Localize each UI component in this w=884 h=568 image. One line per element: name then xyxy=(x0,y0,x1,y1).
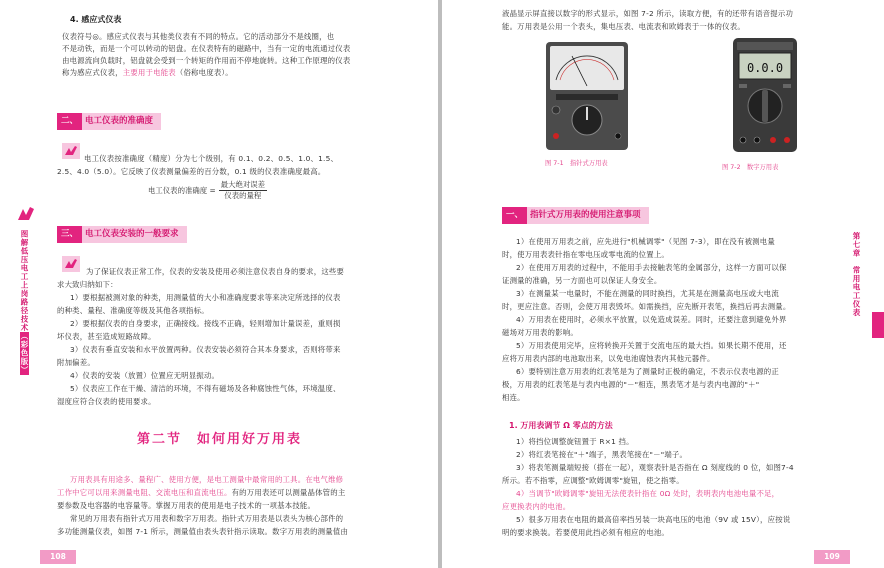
section-title: 指针式万用表的使用注意事项 xyxy=(527,207,649,224)
list-item-cont: 所示。若不指零，应调整"欧姆调零"旋钮，使之指零。 xyxy=(502,476,684,485)
list-item: 3）仪表有垂直安装和水平放置两种。仪表安装必须符合其本身要求，否则将带来 xyxy=(70,345,341,354)
dmm-display-readout: 0.0.0 xyxy=(746,61,784,75)
list-item-cont: 应将万用表内部的电池取出来，以免电池腐蚀表内其他元器件。 xyxy=(502,354,715,363)
list-item-cont: 极，万用表的红表笔是与表内电源的"－"相连，黑表笔才是与表内电源的"＋" xyxy=(502,380,760,389)
side-title-text: 图解低压电工上岗路径技术 xyxy=(20,230,29,332)
paragraph-line: 多功能测量仪表，如图 7-1 所示，测量值由表头表针指示读取。数字万用表的测量值由 xyxy=(57,527,349,536)
list-item: 5）万用表使用完毕，应将转换开关置于交流电压的最大挡。如果长期不使用，还 xyxy=(516,341,787,350)
list-item-cont: 坏仪表，甚至造成短路故障。 xyxy=(57,332,156,341)
paragraph-line xyxy=(62,67,233,79)
note-pen-icon xyxy=(62,143,80,159)
right-page xyxy=(442,0,884,568)
accuracy-formula xyxy=(148,180,267,201)
paragraph-line: 求大致归纳如下： xyxy=(57,280,118,289)
digital-multimeter-illustration xyxy=(731,36,799,154)
section-heading-installation xyxy=(57,226,187,243)
chapter-tab-marker xyxy=(872,312,884,338)
list-item-cont: 湿度应符合仪表的使用要求。 xyxy=(57,397,156,406)
list-item: 3）在测量某一电量时，不能在测量的同时换挡，尤其是在测量高电压或大电流 xyxy=(516,289,779,298)
list-item: 5）很多万用表在电阻的最高倍率挡另装一块高电压的电池（9V 或 15V），应按说 xyxy=(516,515,791,524)
list-item-cont: 附加偏差。 xyxy=(57,358,95,367)
paragraph-line: 为了保证仪表正常工作，仪表的安装及使用必须注意仪表自身的要求，这些要 xyxy=(86,267,345,276)
list-item-highlight-cont: 应更换表内的电池。 xyxy=(502,502,571,511)
list-item-cont: 相连。 xyxy=(502,393,525,402)
paragraph-line: 要参数及电容器的电容量等。掌握万用表的使用是电子技术的一项基本技能。 xyxy=(57,501,316,510)
list-item: 2）要根据仪表的自身要求，正确接线。接线不正确，轻则增加计量误差，重则损 xyxy=(70,319,341,328)
chapter-section-title: 第二节 如何用好万用表 xyxy=(137,432,303,447)
list-item: 1）要根据被测对象的种类，用测量值的大小和准确度要求等来决定所选择的仪表 xyxy=(70,293,341,302)
paragraph-line: 电工仪表按准确度（精度）分为七个级别，有 0.1、0.2、0.5、1.0、1.5、 xyxy=(84,154,339,163)
formula-numerator: 最大绝对误差 xyxy=(220,180,266,189)
section-number: 一、 xyxy=(502,207,527,224)
list-item-highlight: 4）当调节"欧姆调零"旋钮无法使表针指在 0Ω 处时，表明表内电池电量不足， xyxy=(516,489,780,498)
paragraph-line: 不是动铁，而是一个可以转动的铝盘。在仪表特有的磁路中，当有一定的电流通过仪表 xyxy=(62,44,351,53)
paragraph-line: 常见的万用表有指针式万用表和数字万用表。指针式万用表是以表头为核心部件的 xyxy=(70,514,344,523)
list-item-cont: 磁场对万用表的影响。 xyxy=(502,328,578,337)
list-item: 4）仪表的安装（放置）位置应无明显振动。 xyxy=(70,371,220,380)
figure-caption: 图 7-2 数字万用表 xyxy=(722,164,779,171)
paragraph-line xyxy=(57,487,345,499)
formula-label: 电工仪表的准确度 = xyxy=(148,186,216,195)
heading-induction-meter: 4. 感应式仪表 xyxy=(70,15,122,24)
paragraph-line: 能。万用表是公用一个表头，集电压表、电流表和欧姆表于一体的仪表。 xyxy=(502,22,745,31)
list-item-cont: 时，使万用表表针指在零电压或零电流的位置上。 xyxy=(502,250,669,259)
list-item-cont: 的种类、量程、准确度等级及其他各项指标。 xyxy=(57,306,209,315)
paragraph-line: 2.5、4.0（5.0）。它反映了仪表测量偏差的百分数，0.1 级的仪表准确度最高。 xyxy=(57,167,326,176)
book-logo-icon xyxy=(16,205,36,223)
page-number: 109 xyxy=(814,550,850,564)
paragraph-line: 仪表符号◎。感应式仪表与其他类仪表有不同的特点。它的活动部分不是线圈，也 xyxy=(62,32,335,41)
section-number: 三、 xyxy=(57,226,82,243)
analog-multimeter-illustration xyxy=(542,40,632,152)
highlight-text: 主要用于电能表 xyxy=(122,68,176,77)
book-side-title xyxy=(19,230,30,375)
list-item: 5）仪表应工作在干燥、清洁的环境，不得有磁场及各种腐蚀性气体，环境温度、 xyxy=(70,384,341,393)
paragraph-line: 万用表具有用途多、量程广、使用方便，是电工测量中最常用的工具。在电气维修 xyxy=(70,475,344,484)
paragraph-text: （俗称电度表）。 xyxy=(175,68,233,77)
list-item-cont: 证测量的准确，另一方面也可以保证人身安全。 xyxy=(502,276,662,285)
section-title: 电工仪表安装的一般要求 xyxy=(82,226,187,243)
list-item-cont: 时，更应注意。否则，会使万用表毁坏。如需换挡，应先断开表笔，换挡后再去测量。 xyxy=(502,302,791,311)
list-item: 4）万用表在使用时，必须水平放置，以免造成误差。同时，还要注意到避免外界 xyxy=(516,315,787,324)
figure-caption: 图 7-1 指针式万用表 xyxy=(545,160,608,167)
list-item: 3）将表笔测量端短接（搭在一起），观察表针是否指在 Ω 刻度线的 0 位，如图7-4 xyxy=(516,463,794,472)
list-item: 6）要特别注意万用表的红表笔是为了测量时正极的确定，不表示仪表电源的正 xyxy=(516,367,779,376)
list-item: 2）将红表笔接在"＋"端子，黑表笔接在"－"端子。 xyxy=(516,450,688,459)
paragraph-text: 有的万用表还可以测量晶体管的主 xyxy=(231,488,346,497)
paragraph-line: 液晶显示屏直接以数字的形式显示，如图 7-2 所示，读取方便，有的还带有语音提示功 xyxy=(502,9,794,18)
subsection-heading: 1. 万用表调节 Ω 零点的方法 xyxy=(509,421,613,430)
section-number: 二、 xyxy=(57,113,82,130)
paragraph-text: 称为感应式仪表， xyxy=(62,68,123,77)
paragraph-line: 由电源流向负载时，铝盘就会受到一个转矩的作用而不停地旋转。这种工作原理的仪表 xyxy=(62,56,351,65)
note-pen-icon xyxy=(62,256,80,272)
chapter-side-title: 第七章 常用电工仪表 xyxy=(852,232,861,317)
list-item: 1）在使用万用表之前，应先进行"机械调零"（见图 7-3），即在没有被测电量 xyxy=(516,237,775,246)
left-page xyxy=(0,0,438,568)
highlight-text: 工作中它可以用来测量电阻、交流电压和直流电压。 xyxy=(57,488,232,497)
formula-denominator: 仪表的量程 xyxy=(224,191,262,200)
page-number: 108 xyxy=(40,550,76,564)
section-heading-pointer-meter xyxy=(502,207,649,224)
list-item-cont: 明的要求换装。若要使用此挡必须有相应的电池。 xyxy=(502,528,669,537)
list-item: 2）在使用万用表的过程中，不能用手去接触表笔的金属部分，这样一方面可以保 xyxy=(516,263,787,272)
section-title: 电工仪表的准确度 xyxy=(82,113,161,130)
side-title-tail: （彩色版） xyxy=(20,332,29,375)
list-item: 1）将挡位调整旋钮置于 R×1 挡。 xyxy=(516,437,634,446)
section-heading-accuracy xyxy=(57,113,161,130)
